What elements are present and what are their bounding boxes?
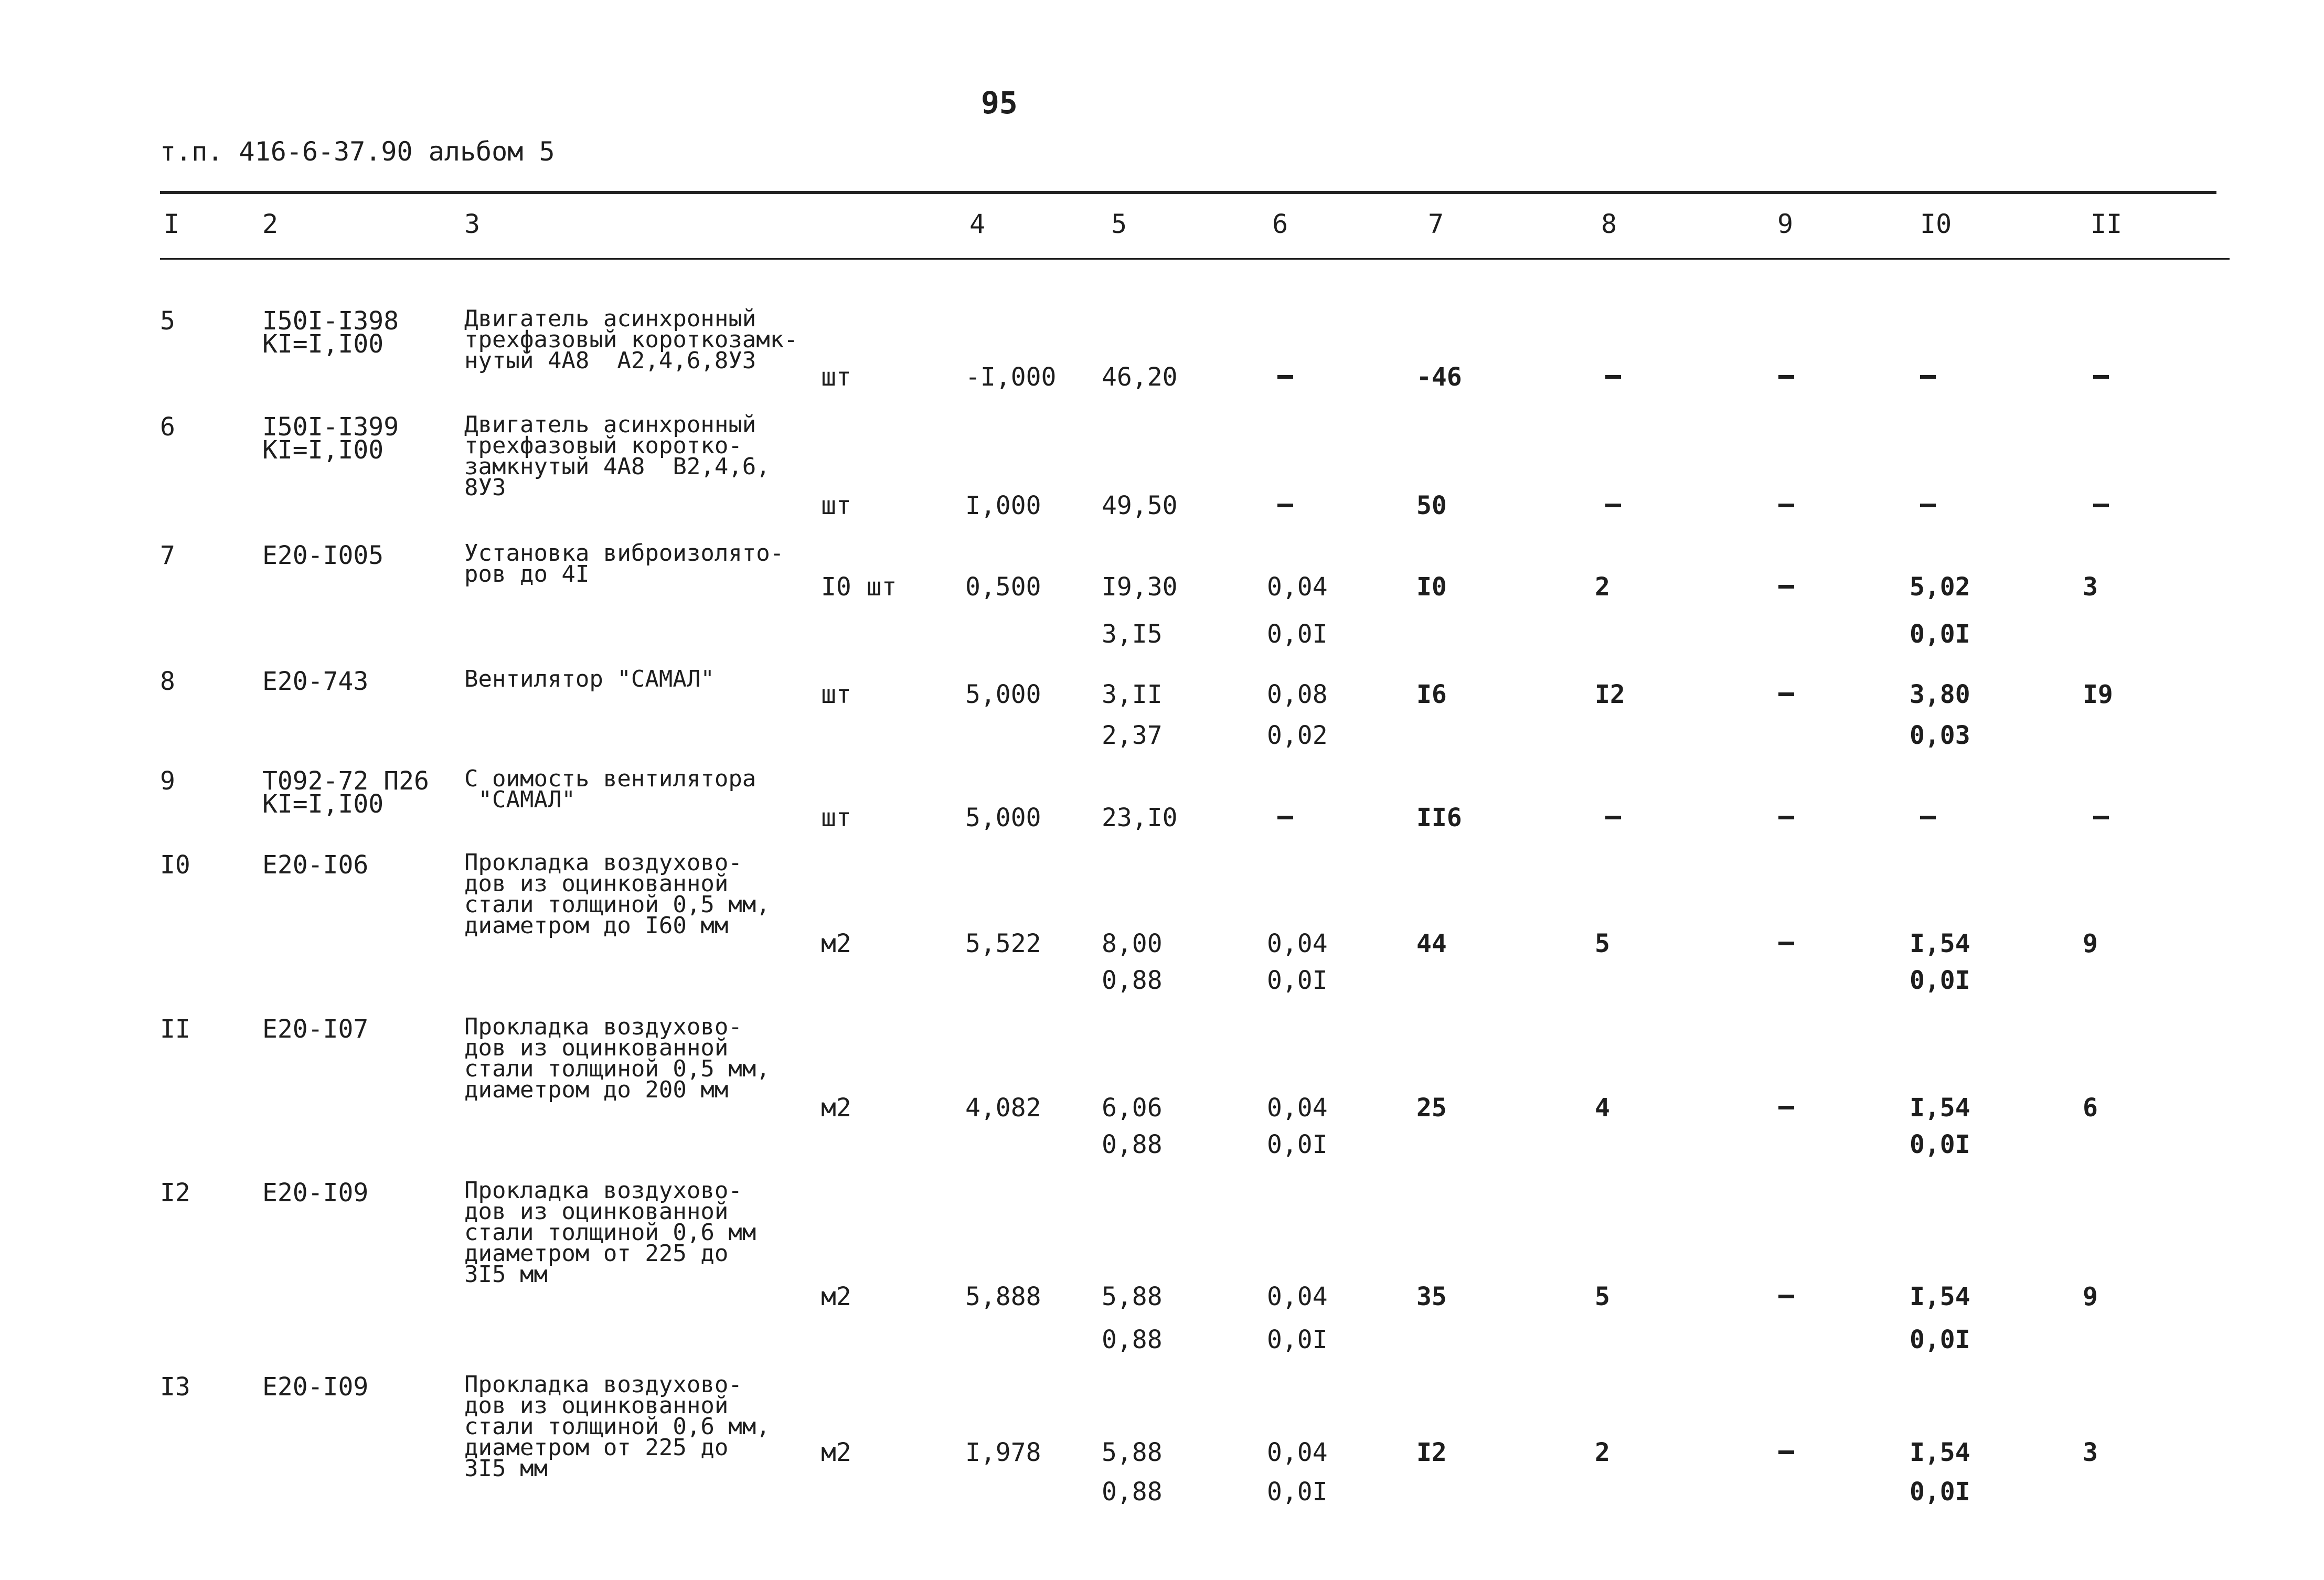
item-code: Е20-I09 bbox=[262, 1372, 369, 1402]
col-6-value: 0,0I bbox=[1267, 966, 1328, 995]
item-description: стали толщиной 0,5 мм, bbox=[464, 1055, 770, 1082]
col-6-value: 0,0I bbox=[1267, 1130, 1328, 1159]
col-6-value: 0,08 bbox=[1267, 680, 1328, 709]
row-number: 6 bbox=[160, 412, 175, 442]
item-description: Вентилятор "САМАЛ" bbox=[464, 666, 715, 692]
col-10-value: 0,03 bbox=[1910, 721, 1970, 750]
page-number: 95 bbox=[981, 85, 1018, 121]
col-9-value-dash bbox=[1778, 585, 1794, 589]
col-10-value: 0,0I bbox=[1910, 1325, 1970, 1354]
item-code: I50I-I398 bbox=[262, 306, 399, 336]
column-header: I0 bbox=[1920, 209, 1952, 239]
row-number: II bbox=[160, 1015, 190, 1044]
column-header: 4 bbox=[969, 209, 986, 239]
col-11-value: 9 bbox=[2083, 929, 2098, 958]
col-8-value-dash bbox=[1605, 816, 1621, 819]
col-9-value-dash bbox=[1778, 1295, 1794, 1298]
col-6-value: 0,0I bbox=[1267, 1325, 1328, 1354]
col-6-value: 0,04 bbox=[1267, 1438, 1328, 1467]
quantity: 5,522 bbox=[965, 929, 1041, 958]
item-code: Е20-I005 bbox=[262, 541, 384, 570]
col-7-value: 25 bbox=[1416, 1093, 1447, 1123]
col-5-value: 6,06 bbox=[1102, 1093, 1163, 1123]
col-7-value: I0 bbox=[1416, 572, 1447, 602]
item-description: 3I5 мм bbox=[464, 1455, 548, 1482]
column-header: 2 bbox=[262, 209, 279, 239]
col-6-value: 0,04 bbox=[1267, 1282, 1328, 1311]
col-5-value: 46,20 bbox=[1102, 362, 1178, 392]
col-6-value: 0,02 bbox=[1267, 721, 1328, 750]
col-5-value: 0,88 bbox=[1102, 966, 1163, 995]
col-8-value: 2 bbox=[1595, 572, 1610, 602]
col-6-value-dash bbox=[1277, 504, 1293, 507]
item-description: трехфазовый короткозамк- bbox=[464, 326, 798, 353]
col-9-value-dash bbox=[1778, 816, 1794, 819]
item-description: диаметром от 225 до bbox=[464, 1240, 729, 1267]
quantity: 4,082 bbox=[965, 1093, 1041, 1123]
item-description: 8У3 bbox=[464, 474, 506, 501]
col-8-value-dash bbox=[1605, 504, 1621, 507]
quantity: 0,500 bbox=[965, 572, 1041, 602]
item-description: стали толщиной 0,5 мм, bbox=[464, 891, 770, 918]
col-5-value: 49,50 bbox=[1102, 491, 1178, 520]
item-description: С оимость вентилятора bbox=[464, 765, 756, 792]
column-header: 8 bbox=[1601, 209, 1617, 239]
col-5-value: 5,88 bbox=[1102, 1438, 1163, 1467]
row-number: I3 bbox=[160, 1372, 190, 1402]
item-description: Установка виброизолято- bbox=[464, 540, 784, 567]
header-rule-bottom bbox=[160, 258, 2230, 260]
col-7-value: II6 bbox=[1416, 803, 1462, 832]
unit: шт bbox=[821, 362, 851, 392]
item-description: Прокладка воздухово- bbox=[464, 1371, 742, 1398]
unit: I0 шт bbox=[821, 572, 897, 602]
item-code: Т092-72 П26 bbox=[262, 766, 429, 796]
col-9-value-dash bbox=[1778, 692, 1794, 696]
unit: шт bbox=[821, 803, 851, 832]
col-9-value-dash bbox=[1778, 1106, 1794, 1109]
col-10-value: I,54 bbox=[1910, 929, 1970, 958]
col-9-value-dash bbox=[1778, 1450, 1794, 1454]
item-code: Е20-I09 bbox=[262, 1178, 369, 1208]
item-code: KI=I,I00 bbox=[262, 329, 384, 359]
col-11-value-dash bbox=[2093, 504, 2109, 507]
col-7-value: 35 bbox=[1416, 1282, 1447, 1311]
item-description: Прокладка воздухово- bbox=[464, 1177, 742, 1204]
col-9-value-dash bbox=[1778, 375, 1794, 379]
item-description: трехфазовый коротко- bbox=[464, 432, 742, 459]
row-number: 5 bbox=[160, 306, 175, 336]
col-10-value: 3,80 bbox=[1910, 680, 1970, 709]
item-description: диаметром от 225 до bbox=[464, 1434, 729, 1461]
col-7-value: I2 bbox=[1416, 1438, 1447, 1467]
col-6-value: 0,0I bbox=[1267, 1477, 1328, 1507]
document-header: т.п. 416-6-37.90 альбом 5 bbox=[160, 136, 555, 167]
col-11-value: I9 bbox=[2083, 680, 2113, 709]
column-header: 6 bbox=[1272, 209, 1288, 239]
col-5-value: 0,88 bbox=[1102, 1477, 1163, 1507]
row-number: 7 bbox=[160, 541, 175, 570]
col-5-value: I9,30 bbox=[1102, 572, 1178, 602]
col-9-value-dash bbox=[1778, 504, 1794, 507]
col-7-value: 50 bbox=[1416, 491, 1447, 520]
col-10-value: 0,0I bbox=[1910, 966, 1970, 995]
col-8-value: I2 bbox=[1595, 680, 1625, 709]
col-6-value: 0,04 bbox=[1267, 929, 1328, 958]
col-8-value: 2 bbox=[1595, 1438, 1610, 1467]
col-10-value: 0,0I bbox=[1910, 620, 1970, 649]
col-8-value: 5 bbox=[1595, 929, 1610, 958]
col-11-value: 3 bbox=[2083, 572, 2098, 602]
item-description: ров до 4I bbox=[464, 561, 590, 588]
col-6-value-dash bbox=[1277, 375, 1293, 379]
item-description: Прокладка воздухово- bbox=[464, 849, 742, 876]
item-code: I50I-I399 bbox=[262, 412, 399, 442]
item-description: нутый 4А8 А2,4,6,8У3 bbox=[464, 347, 756, 374]
row-number: I2 bbox=[160, 1178, 190, 1208]
item-code: Е20-743 bbox=[262, 667, 369, 696]
item-description: Двигатель асинхронный bbox=[464, 411, 756, 438]
quantity: 5,888 bbox=[965, 1282, 1041, 1311]
col-10-value: 0,0I bbox=[1910, 1477, 1970, 1507]
col-8-value: 4 bbox=[1595, 1093, 1610, 1123]
column-header: 3 bbox=[464, 209, 481, 239]
col-10-value-dash bbox=[1920, 375, 1936, 379]
item-description: дов из оцинкованной bbox=[464, 1198, 729, 1225]
column-header: 5 bbox=[1111, 209, 1127, 239]
col-6-value: 0,04 bbox=[1267, 572, 1328, 602]
col-5-value: 0,88 bbox=[1102, 1325, 1163, 1354]
item-code: Е20-I07 bbox=[262, 1015, 369, 1044]
col-5-value: 5,88 bbox=[1102, 1282, 1163, 1311]
item-description: 3I5 мм bbox=[464, 1261, 548, 1288]
item-code: KI=I,I00 bbox=[262, 435, 384, 465]
unit: шт bbox=[821, 680, 851, 709]
col-5-value: 3,I5 bbox=[1102, 620, 1163, 649]
quantity: 5,000 bbox=[965, 680, 1041, 709]
quantity: 5,000 bbox=[965, 803, 1041, 832]
col-5-value: 2,37 bbox=[1102, 721, 1163, 750]
item-code: KI=I,I00 bbox=[262, 789, 384, 819]
col-10-value: I,54 bbox=[1910, 1093, 1970, 1123]
col-11-value-dash bbox=[2093, 375, 2109, 379]
col-10-value-dash bbox=[1920, 504, 1936, 507]
row-number: I0 bbox=[160, 850, 190, 880]
col-8-value-dash bbox=[1605, 375, 1621, 379]
col-7-value: -46 bbox=[1416, 362, 1462, 392]
col-5-value: 23,I0 bbox=[1102, 803, 1178, 832]
col-6-value: 0,0I bbox=[1267, 620, 1328, 649]
item-description: Прокладка воздухово- bbox=[464, 1013, 742, 1040]
quantity: -I,000 bbox=[965, 362, 1057, 392]
item-description: дов из оцинкованной bbox=[464, 1392, 729, 1419]
col-9-value-dash bbox=[1778, 942, 1794, 945]
col-6-value: 0,04 bbox=[1267, 1093, 1328, 1123]
col-10-value-dash bbox=[1920, 816, 1936, 819]
item-description: стали толщиной 0,6 мм bbox=[464, 1219, 756, 1246]
row-number: 8 bbox=[160, 667, 175, 696]
item-description: дов из оцинкованной bbox=[464, 870, 729, 897]
col-5-value: 3,II bbox=[1102, 680, 1163, 709]
col-5-value: 0,88 bbox=[1102, 1130, 1163, 1159]
column-header: I bbox=[164, 209, 180, 239]
item-description: замкнутый 4А8 В2,4,6, bbox=[464, 453, 770, 480]
col-7-value: 44 bbox=[1416, 929, 1447, 958]
col-11-value: 3 bbox=[2083, 1438, 2098, 1467]
col-10-value: 0,0I bbox=[1910, 1130, 1970, 1159]
col-6-value-dash bbox=[1277, 816, 1293, 819]
row-number: 9 bbox=[160, 766, 175, 796]
column-header: II bbox=[2091, 209, 2123, 239]
item-description: "САМАЛ" bbox=[464, 786, 575, 813]
unit: м2 bbox=[821, 929, 851, 958]
unit: м2 bbox=[821, 1093, 851, 1123]
column-header: 7 bbox=[1428, 209, 1444, 239]
quantity: I,000 bbox=[965, 491, 1041, 520]
item-description: диаметром до 200 мм bbox=[464, 1076, 729, 1103]
quantity: I,978 bbox=[965, 1438, 1041, 1467]
header-rule-top bbox=[160, 191, 2216, 194]
col-11-value: 9 bbox=[2083, 1282, 2098, 1311]
col-11-value-dash bbox=[2093, 816, 2109, 819]
item-description: Двигатель асинхронный bbox=[464, 305, 756, 332]
unit: м2 bbox=[821, 1438, 851, 1467]
unit: м2 bbox=[821, 1282, 851, 1311]
col-11-value: 6 bbox=[2083, 1093, 2098, 1123]
col-10-value: I,54 bbox=[1910, 1282, 1970, 1311]
col-5-value: 8,00 bbox=[1102, 929, 1163, 958]
col-8-value: 5 bbox=[1595, 1282, 1610, 1311]
unit: шт bbox=[821, 491, 851, 520]
item-description: дов из оцинкованной bbox=[464, 1034, 729, 1061]
item-description: стали толщиной 0,6 мм, bbox=[464, 1413, 770, 1440]
item-code: Е20-I06 bbox=[262, 850, 369, 880]
col-7-value: I6 bbox=[1416, 680, 1447, 709]
item-description: диаметром до I60 мм bbox=[464, 912, 729, 939]
col-10-value: 5,02 bbox=[1910, 572, 1970, 602]
column-header: 9 bbox=[1777, 209, 1794, 239]
col-10-value: I,54 bbox=[1910, 1438, 1970, 1467]
